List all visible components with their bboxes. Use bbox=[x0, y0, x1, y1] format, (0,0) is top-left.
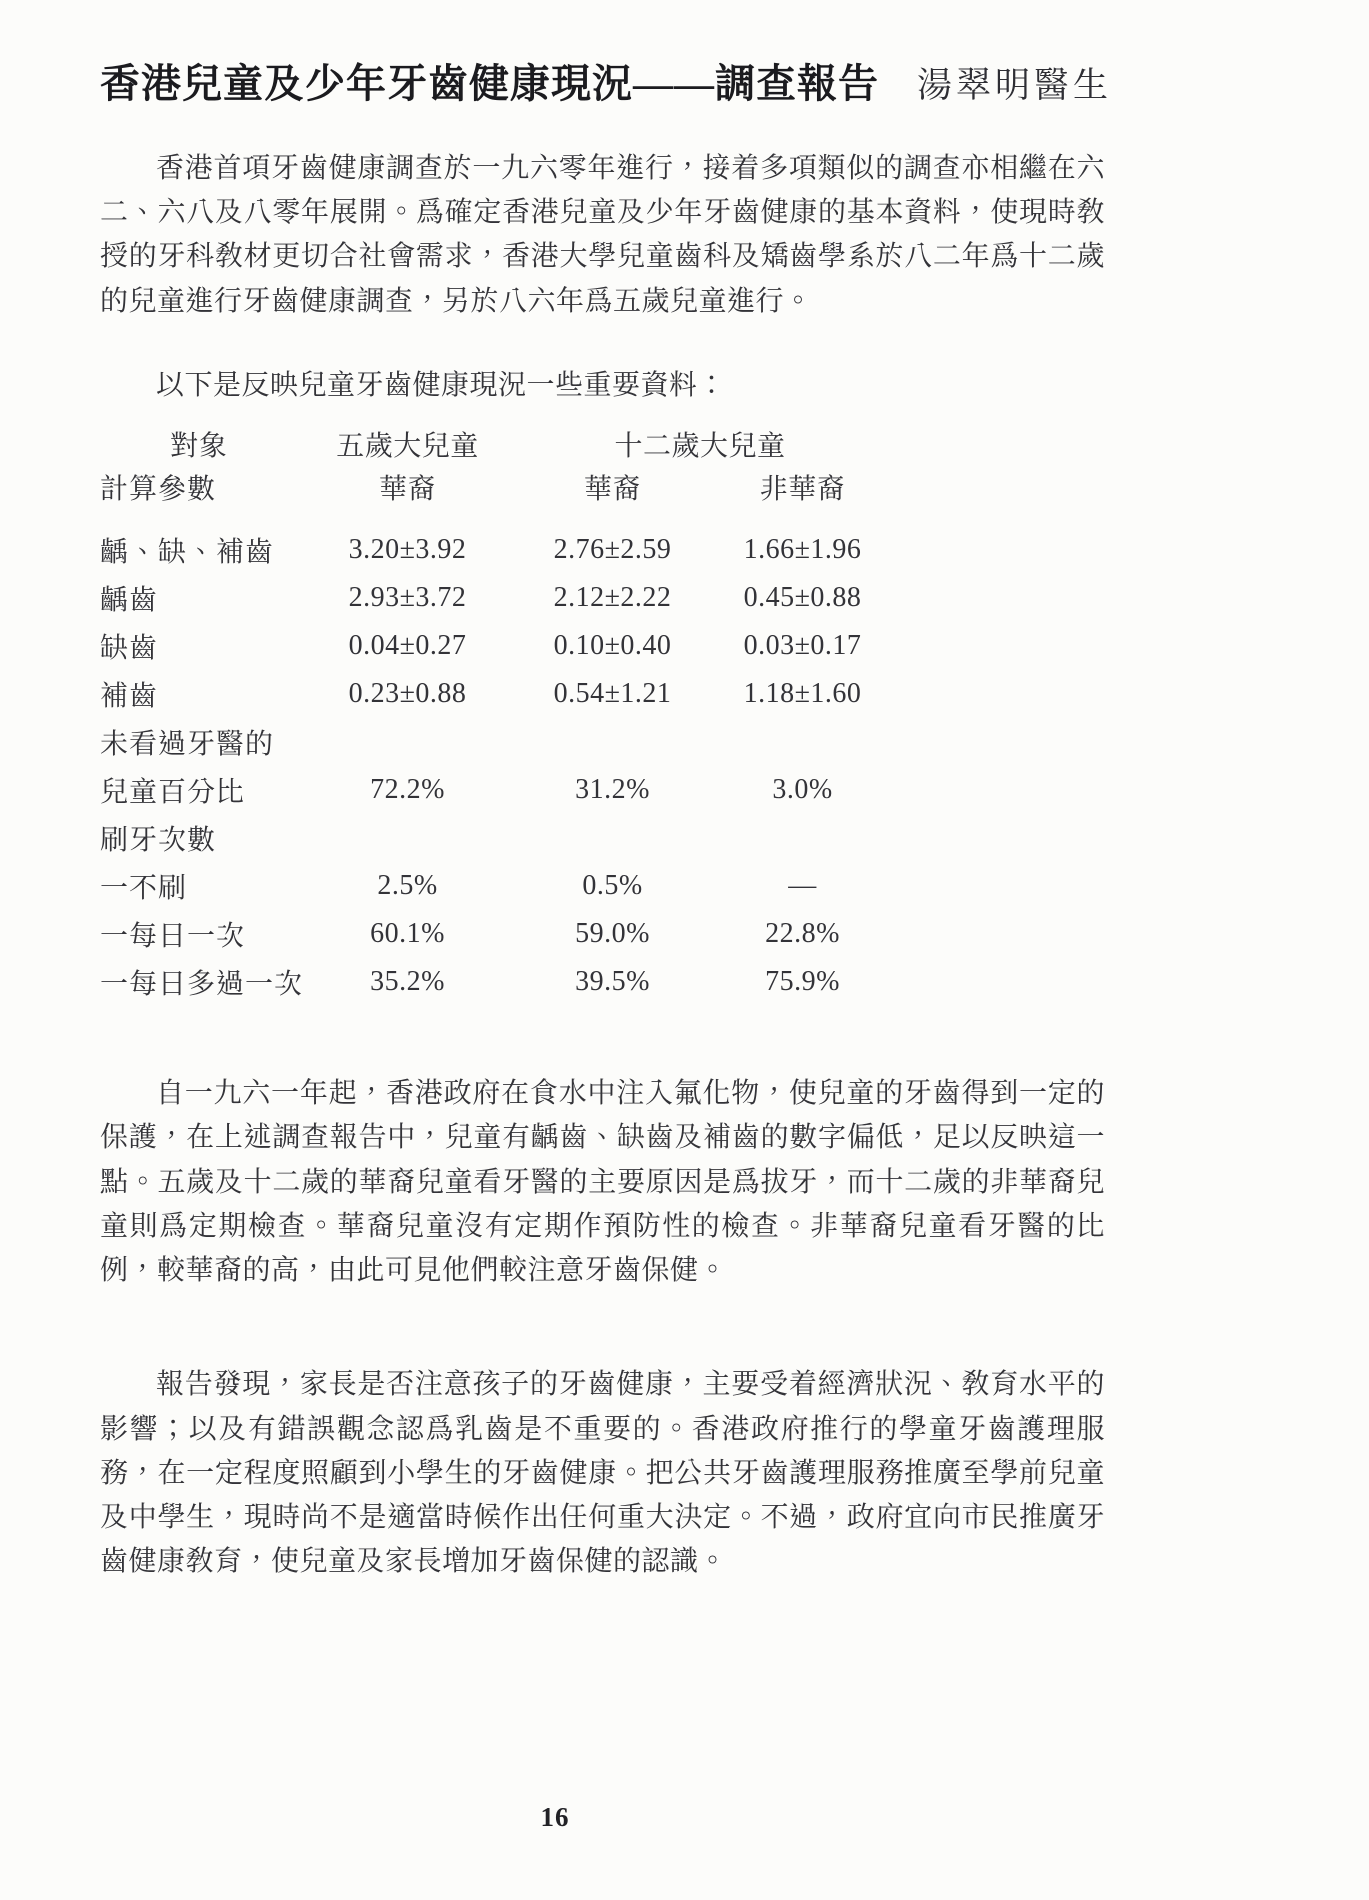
table-row-filled bbox=[100, 670, 1105, 718]
document-header bbox=[100, 52, 1113, 109]
paragraph-findings: 報告發現，家長是否注意孩子的牙齒健康，主要受着經濟狀況、敎育水平的影響；以及有錯誤觀念認爲乳齒是不重要的。香港政府推行的學童牙齒護理服務，在一定程度照顧到小學生的牙齒健康。把公共牙齒護理服務推廣至學前兒童及中學生，現時尚不是適當時候作出任何重大決定。不過，政府宜向市民推廣牙齒健康敎育，使兒童及家長增加牙齒保健的認識。 bbox=[100, 1369, 1105, 1578]
table-row-brushing-frequency-label bbox=[100, 814, 1105, 862]
row-value: 3.0% bbox=[772, 774, 833, 806]
row-value: 0.5% bbox=[582, 870, 643, 902]
row-value: 0.54±1.21 bbox=[553, 678, 672, 710]
row-value: 35.2% bbox=[370, 966, 445, 998]
row-label: 一每日多過一次 bbox=[100, 969, 304, 1001]
row-value: 0.45±0.88 bbox=[743, 582, 862, 614]
row-value: — bbox=[788, 870, 817, 902]
row-value: 2.12±2.22 bbox=[553, 582, 672, 614]
paragraph-fluoridation: 自一九六一年起，香港政府在食水中注入氟化物，使兒童的牙齒得到一定的保護，在上述調查報告中，兒童有齲齒、缺齒及補齒的數字偏低，足以反映這一點。五歲及十二歲的華裔兒童看牙醫的主要原因是爲拔牙，而十二歲的非華裔兒童則爲定期檢查。華裔兒童沒有定期作預防性的檢查。非華裔兒童看牙醫的比例，較華裔的高，由此可見他們較注意牙齒保健。 bbox=[100, 1078, 1105, 1287]
row-value: 72.2% bbox=[370, 774, 445, 806]
row-label: 一不刷 bbox=[100, 873, 188, 905]
row-label: 刷牙次數 bbox=[100, 825, 217, 857]
page-content bbox=[100, 52, 1113, 1585]
row-label: 兒童百分比 bbox=[100, 777, 246, 809]
row-label: 齲、缺、補齒 bbox=[100, 537, 275, 569]
row-value: 2.5% bbox=[377, 870, 438, 902]
page-title: 香港兒童及少年牙齒健康現況——調查報告 bbox=[100, 61, 879, 106]
row-value: 3.20±3.92 bbox=[348, 534, 467, 566]
page-footer bbox=[100, 1802, 1010, 1833]
table-body bbox=[100, 526, 1105, 1006]
header-group-twelve-year-olds: 十二歲大兒童 bbox=[614, 430, 786, 462]
table-row-dmf bbox=[100, 526, 1105, 574]
row-value: 0.10±0.40 bbox=[553, 630, 672, 662]
row-value: 22.8% bbox=[765, 918, 840, 950]
row-value: 31.2% bbox=[575, 774, 650, 806]
header-subject: 對象 bbox=[170, 430, 229, 462]
header-group-five-year-olds: 五歲大兒童 bbox=[336, 430, 479, 462]
table-lead-sentence: 以下是反映兒童牙齒健康現況一些重要資料： bbox=[156, 369, 727, 401]
header-chinese-five: 華裔 bbox=[378, 473, 436, 505]
row-value: 1.66±1.96 bbox=[743, 534, 862, 566]
table-header bbox=[100, 422, 1105, 508]
table-header-row-ethnicity bbox=[100, 465, 1105, 508]
table-row-no-brushing bbox=[100, 862, 1105, 910]
header-chinese-twelve: 華裔 bbox=[583, 473, 641, 505]
table-row-once-daily bbox=[100, 910, 1105, 958]
header-parameter: 計算參數 bbox=[100, 473, 217, 505]
row-label: 未看過牙醫的 bbox=[100, 729, 275, 761]
row-value: 59.0% bbox=[575, 918, 650, 950]
row-label: 齲齒 bbox=[100, 585, 159, 617]
row-label: 缺齒 bbox=[100, 633, 159, 665]
row-value: 39.5% bbox=[575, 966, 650, 998]
paragraph-survey-intro: 香港首項牙齒健康調查於一九六零年進行，接着多項類似的調查亦相繼在六二、六八及八零年展開。爲確定香港兒童及少年牙齒健康的基本資料，使現時敎授的牙科敎材更切合社會需求，香港大學兒童齒科及矯齒學系於八二年爲十二歲的兒童進行牙齒健康調查，另於八六年爲五歲兒童進行。 bbox=[100, 153, 1105, 317]
row-value: 60.1% bbox=[370, 918, 445, 950]
row-value: 75.9% bbox=[765, 966, 840, 998]
author-name: 湯翠明醫生 bbox=[917, 66, 1113, 105]
page-number: 16 bbox=[540, 1802, 570, 1832]
table-header-row-groups bbox=[100, 422, 1105, 465]
header-non-chinese-twelve: 非華裔 bbox=[759, 473, 846, 505]
row-value: 2.93±3.72 bbox=[348, 582, 467, 614]
row-value: 1.18±1.60 bbox=[743, 678, 862, 710]
table-row-missing bbox=[100, 622, 1105, 670]
row-value: 0.04±0.27 bbox=[348, 630, 467, 662]
row-value: 2.76±2.59 bbox=[553, 534, 672, 566]
table-row-never-seen-dentist-label bbox=[100, 718, 1105, 766]
row-value: 0.03±0.17 bbox=[743, 630, 862, 662]
dental-statistics-table bbox=[100, 422, 1105, 1006]
table-row-percentage-children bbox=[100, 766, 1105, 814]
table-row-decayed bbox=[100, 574, 1105, 622]
row-value: 0.23±0.88 bbox=[348, 678, 467, 710]
row-label: 一每日一次 bbox=[100, 921, 246, 953]
row-label: 補齒 bbox=[100, 681, 159, 713]
table-row-more-than-once-daily bbox=[100, 958, 1105, 1006]
